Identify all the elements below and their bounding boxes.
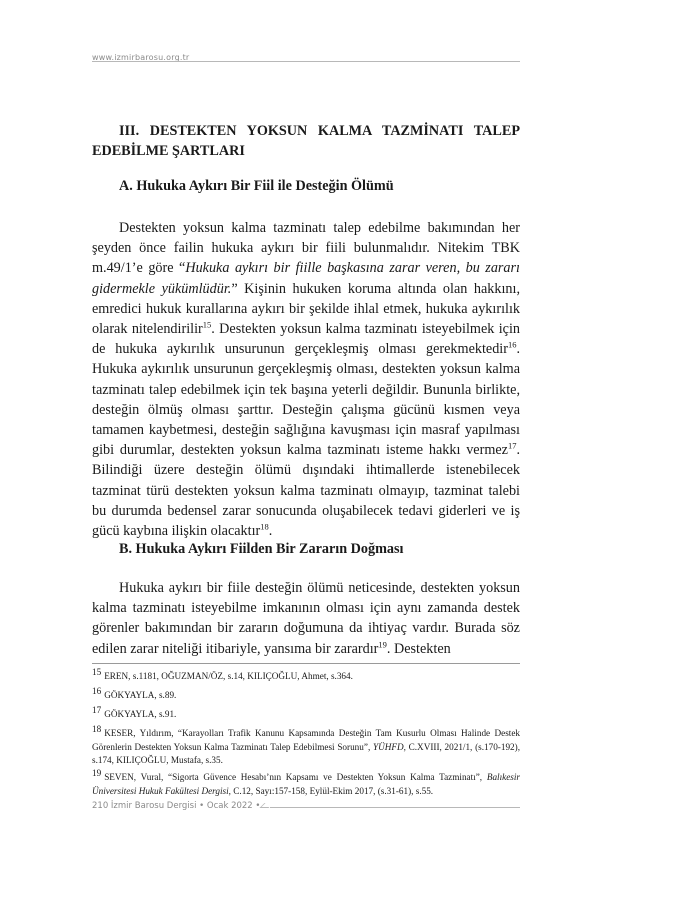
section-heading bbox=[92, 121, 520, 161]
subsection-b-paragraph bbox=[92, 578, 520, 659]
subsection-b-title: B. Hukuka Aykırı Fiilden Bir Zararın Doğması bbox=[119, 541, 404, 557]
footnote-ref-19[interactable]: 19 bbox=[378, 638, 387, 649]
footnote-ref-18[interactable]: 18 bbox=[260, 521, 269, 532]
text-run: . bbox=[268, 523, 273, 540]
footnote-text: GÖKYAYLA, s.89. bbox=[104, 690, 177, 700]
footnote-separator bbox=[92, 663, 520, 664]
header-url: www.izmirbarosu.org.tr bbox=[92, 53, 190, 62]
footnote-15 bbox=[92, 666, 520, 684]
text-run: ” Kişinin hukuken koruma altında olan hakkını, emredici hukuk kurallarına aykırı bir şekilde ihlal etmek, hukuka aykırılık olarak nitelendirilir bbox=[92, 280, 520, 338]
footnote-number: 16 bbox=[92, 685, 102, 696]
subsection-a-paragraph bbox=[92, 218, 520, 541]
footnote-text: EREN, s.1181, OĞUZMAN/ÖZ, s.14, KILIÇOĞLU, Ahmet, s.364. bbox=[104, 671, 353, 681]
text-run: . Bilindiği üzere desteğin ölümü dışındaki ihtimallerde istenebilecek tazminat türü destekten yoksun kalma tazminatı olmayıp, tazminat talebi bu durumda bedensel zarar sonucunda oluşabilecek tedavi giderleri ve iş gücü kaybına ilişkin olacaktır bbox=[92, 442, 520, 540]
journal-name: YÜHFD, bbox=[372, 741, 406, 752]
section-heading-line2: EDEBİLME ŞARTLARI bbox=[92, 143, 245, 159]
footnote-ref-17[interactable]: 17 bbox=[507, 440, 517, 451]
page-footer: 210 İzmir Barosu Dergisi • Ocak 2022 • bbox=[92, 801, 261, 811]
footnote-16 bbox=[92, 685, 520, 703]
footer-rule bbox=[270, 807, 520, 808]
footnote-text: GÖKYAYLA, s.91. bbox=[104, 709, 177, 719]
footnote-ref-15[interactable]: 15 bbox=[202, 319, 212, 330]
section-heading-line1: III. DESTEKTEN YOKSUN KALMA TAZMİNATI TALEP bbox=[119, 123, 520, 139]
subsection-a-title: A. Hukuka Aykırı Bir Fiil ile Desteğin Ölümü bbox=[119, 178, 394, 194]
footnote-17 bbox=[92, 704, 520, 722]
text-run: . Destekten yoksun kalma tazminatı isteyebilmek için de hukuka aykırılık unsurunun gerçekleşmiş olması gerekmektedir bbox=[92, 321, 520, 358]
footnote-text: SEVEN, Vural, “Sigorta Güvence Hesabı’nın Kapsamı ve Destekten Yoksun Kalma Tazminatı”, bbox=[104, 772, 487, 782]
footnote-number: 19 bbox=[92, 767, 102, 778]
text-run: . Destekten bbox=[386, 640, 451, 657]
footnote-number: 18 bbox=[92, 723, 102, 734]
footnote-text: C.XVIII, 2021/1, (s.170-192), s.174, KILIÇOĞLU, Mustafa, s.35. bbox=[92, 741, 520, 765]
journal-name: Balıkesir Üniversitesi Hukuk Fakültesi Dergisi, bbox=[92, 772, 520, 796]
header-rule bbox=[92, 61, 520, 62]
footnote-ref-16[interactable]: 16 bbox=[507, 339, 517, 350]
footnote-18 bbox=[92, 723, 520, 768]
footnote-19 bbox=[92, 767, 520, 798]
footnote-text: KESER, Yıldırım, “Karayolları Trafik Kanunu Kapsamında Desteğin Tam Kusurlu Olması Halinde Destek Görenlerin Destekten Yoksun Kalma Tazminatı Talep Edebilmesi Sorunu”, bbox=[92, 728, 520, 752]
footnote-number: 15 bbox=[92, 666, 102, 677]
quote-text: Hukuka aykırı bir fiille başkasına zarar veren, bu zararı gidermekle yükümlüdür. bbox=[92, 260, 520, 297]
footnote-number: 17 bbox=[92, 704, 102, 715]
text-run: Destekten yoksun kalma tazminatı talep edebilme bakımından her şeyden önce failin hukuka aykırı bir fiili bulunmalıdır. Nitekim TBK m.49/1’e göre “ bbox=[92, 220, 520, 277]
footnote-text: C.12, Sayı:157-158, Eylül-Ekim 2017, (s.31-61), s.55. bbox=[230, 785, 434, 796]
text-run: Hukuka aykırı bir fiile desteğin ölümü neticesinde, destekten yoksun kalma tazminatı isteyebilme imkanının olması için aynı zamanda destek görenler bakımından bir zararın doğumuna da ihtiyaç vardır. Burada söz edilen zarar niteliği itibariyle, yansıma bir zarardır bbox=[92, 580, 520, 657]
text-run: . Hukuka aykırılık unsurunun gerçekleşmiş olması, destekten yoksun kalma tazminatı talep edebilmek için tek başına yeterli değildir. Bununla birlikte, desteğin ölmüş olması şarttır. Desteğin çalışma gücünü kısmen veya tamamen kaybetmesi, desteğin sağlığına kavuşması için masraf yapılması gibi durumlar, destekten yoksun kalma tazminatı isteme hakkı vermez bbox=[92, 341, 520, 459]
